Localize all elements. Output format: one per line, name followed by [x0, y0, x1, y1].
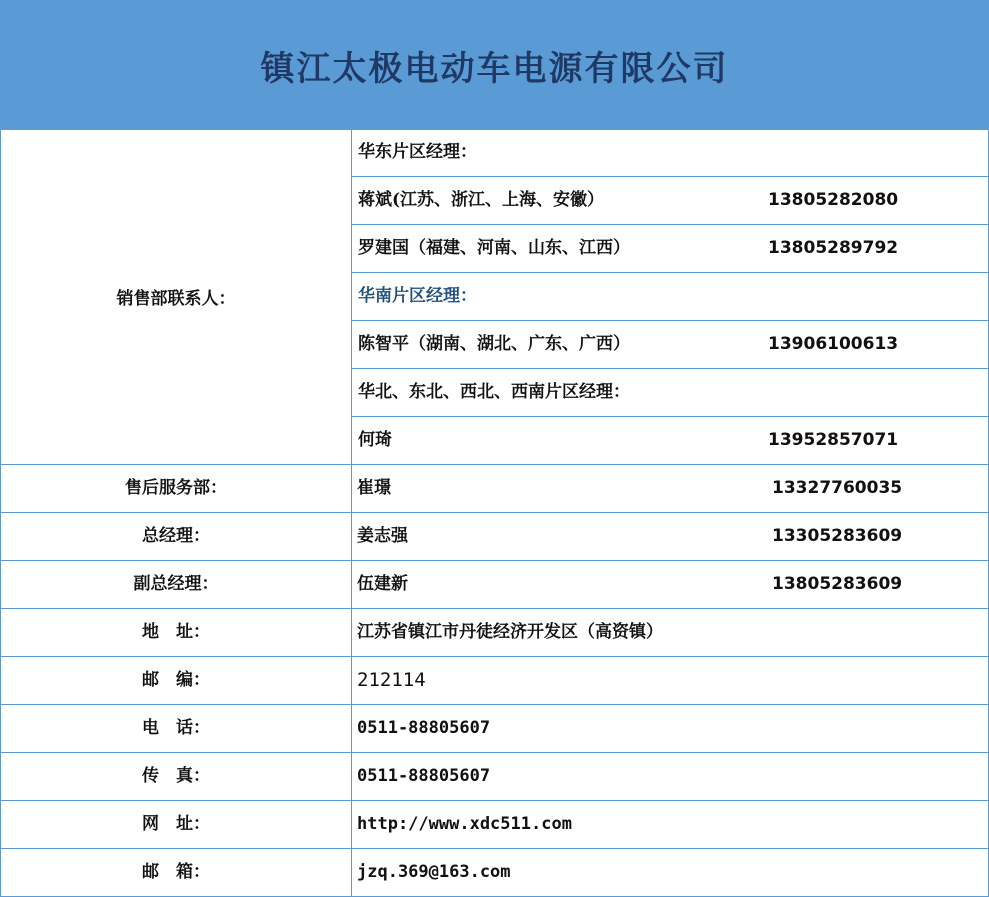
sales-row-jiangbin — [352, 177, 989, 225]
row-label: 传 真： — [0, 753, 352, 800]
contact-name: 罗建国（福建、河南、山东、江西） — [358, 238, 630, 258]
row-general-manager — [0, 513, 989, 561]
sales-row-heqi — [352, 417, 989, 465]
region-heading: 华东片区经理： — [358, 142, 477, 162]
row-label: 电 话： — [0, 705, 352, 752]
row-value-cell[interactable] — [352, 801, 989, 848]
header-banner — [0, 0, 989, 130]
contact-phone: 13906100613 — [768, 334, 899, 354]
row-label: 邮 箱： — [0, 849, 352, 896]
contact-name: 陈智平（湖南、湖北、广东、广西） — [358, 334, 630, 354]
sales-row-chenzhiping — [352, 321, 989, 369]
row-value-cell — [352, 609, 989, 656]
contact-name: 何琦 — [358, 430, 392, 450]
row-fax — [0, 753, 989, 801]
contact-name: 崔璟 — [357, 478, 391, 498]
contact-name: 伍建新 — [357, 574, 408, 594]
row-label: 网 址： — [0, 801, 352, 848]
sales-rows — [352, 129, 989, 465]
row-deputy-manager — [0, 561, 989, 609]
region-heading: 华北、东北、西北、西南片区经理： — [358, 382, 630, 402]
region-heading: 华南片区经理： — [358, 286, 477, 306]
sales-row-east-heading — [352, 129, 989, 177]
contact-phone: 13327760035 — [772, 478, 903, 498]
row-label: 售后服务部： — [0, 465, 352, 512]
row-after-sales — [0, 465, 989, 513]
row-value-cell — [352, 705, 989, 752]
contact-phone: 13805282080 — [768, 190, 899, 210]
company-title: 镇江太极电动车电源有限公司 — [260, 48, 729, 89]
row-postcode — [0, 657, 989, 705]
row-label: 副总经理： — [0, 561, 352, 608]
sales-section — [0, 129, 989, 465]
row-value-cell — [352, 513, 989, 560]
row-telephone — [0, 705, 989, 753]
row-label: 地 址： — [0, 609, 352, 656]
row-value-cell — [352, 657, 989, 704]
postcode-value: 212114 — [357, 669, 426, 691]
row-address — [0, 609, 989, 657]
row-website — [0, 801, 989, 849]
contact-name: 蒋斌(江苏、浙江、上海、安徽） — [358, 190, 605, 210]
sales-row-luojianguo — [352, 225, 989, 273]
contact-phone: 13305283609 — [772, 526, 903, 546]
contact-phone: 13805283609 — [772, 574, 903, 594]
row-label: 邮 编： — [0, 657, 352, 704]
row-label: 总经理： — [0, 513, 352, 560]
website-link[interactable]: http://www.xdc511.com — [357, 814, 572, 834]
row-value-cell — [352, 465, 989, 512]
contact-name: 姜志强 — [357, 526, 408, 546]
sales-contacts-label: 销售部联系人： — [0, 129, 352, 465]
sales-row-south-heading — [352, 273, 989, 321]
fax-value: 0511-88805607 — [357, 766, 491, 786]
row-value-cell — [352, 753, 989, 800]
contact-phone: 13805289792 — [768, 238, 899, 258]
telephone-value: 0511-88805607 — [357, 718, 491, 738]
contact-phone: 13952857071 — [768, 430, 899, 450]
sales-row-north-heading — [352, 369, 989, 417]
row-value-cell[interactable] — [352, 849, 989, 896]
row-email — [0, 849, 989, 897]
address-value: 江苏省镇江市丹徒经济开发区（高资镇） — [357, 622, 663, 642]
row-value-cell — [352, 561, 989, 608]
info-section — [0, 465, 989, 897]
email-link[interactable]: jzq.369@163.com — [357, 862, 511, 882]
